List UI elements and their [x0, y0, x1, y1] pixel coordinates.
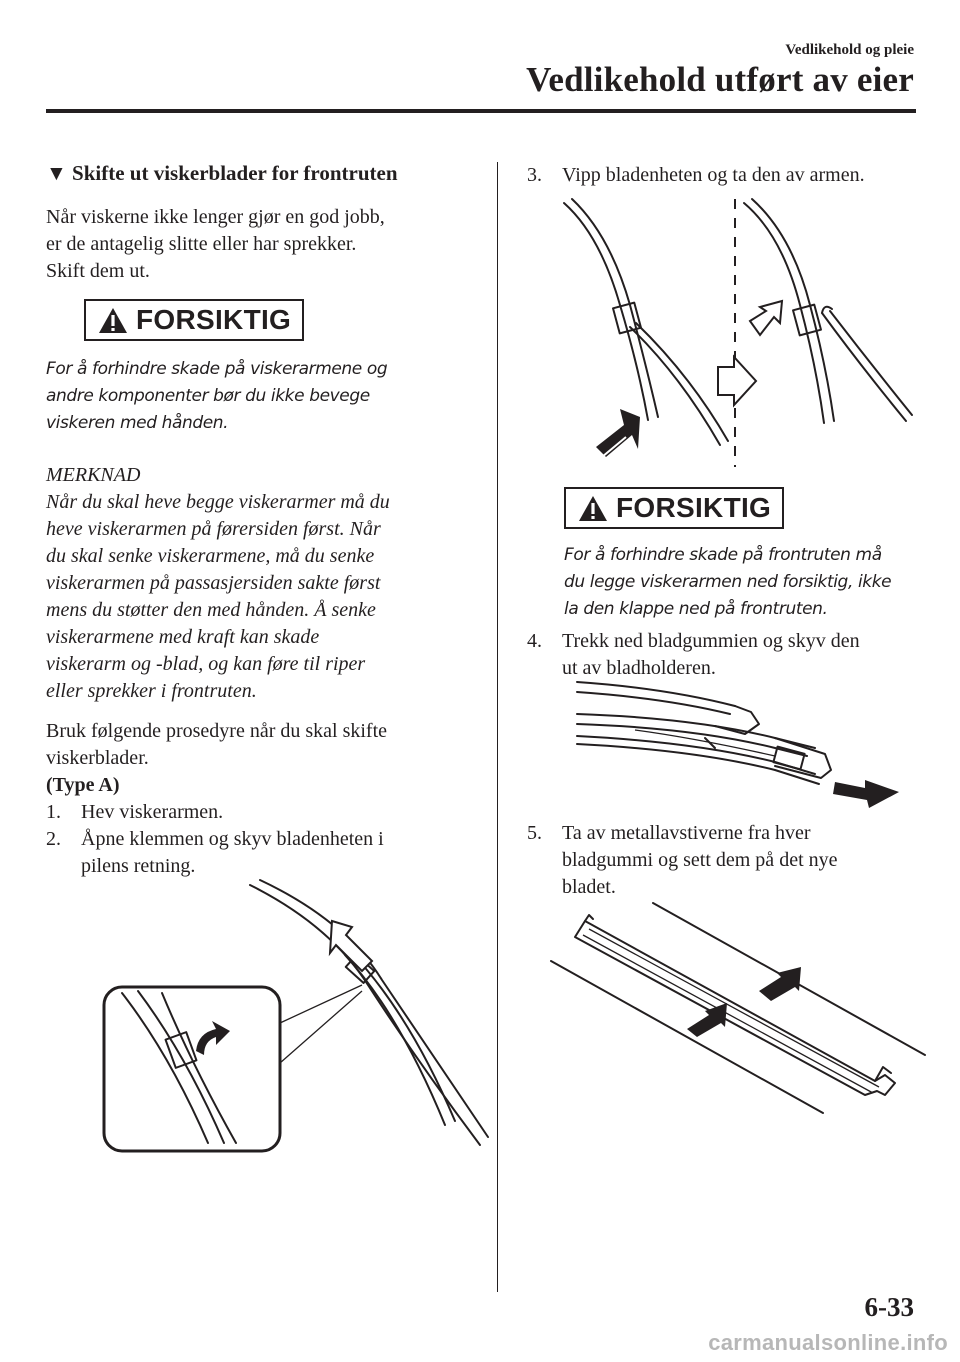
procedure-line: Bruk følgende prosedyre når du skal skifte: [46, 720, 388, 742]
type-label: (Type A): [46, 774, 120, 796]
warning-triangle-icon: [578, 495, 608, 522]
caution-label: FORSIKTIG: [616, 492, 772, 523]
watermark: carmanualsonline.info: [708, 1330, 948, 1355]
step-number: 2.: [46, 828, 61, 850]
step-4: [527, 628, 927, 682]
caution-line: la den klappe ned på frontruten.: [564, 599, 828, 619]
step-2: [46, 826, 486, 880]
caution-line: For å forhindre skade på frontruten må: [564, 545, 882, 565]
step-3: [527, 162, 927, 189]
chapter-title: Vedlikehold og pleie: [785, 42, 914, 58]
procedure-line: viskerblader.: [46, 747, 149, 769]
caution-line: viskeren med hånden.: [46, 413, 229, 433]
caution-label: FORSIKTIG: [136, 304, 292, 335]
note-line: heve viskerarmen på førersiden først. Når: [46, 518, 381, 540]
page-number: 6-33: [864, 1292, 914, 1322]
step-text: bladet.: [562, 876, 616, 898]
subsection-heading: [46, 160, 398, 187]
step-text: ut av bladholderen.: [562, 657, 716, 679]
note-line: viskerarmene med kraft kan skade: [46, 626, 320, 648]
intro-line: Skift dem ut.: [46, 260, 150, 282]
step-text: Trekk ned bladgummien og skyv den: [562, 630, 860, 652]
note-line: viskerarmen på passasjersiden sakte først: [46, 572, 381, 594]
note-line: mens du støtter den med hånden. Å senke: [46, 599, 376, 621]
caution-text-2: [564, 542, 891, 623]
heading-text: Skifte ut viskerblader for frontruten: [72, 161, 398, 185]
note-label: MERKNAD: [46, 464, 141, 486]
caution-label-box-2: [564, 487, 784, 529]
step-text: Vipp bladenheten og ta den av armen.: [562, 164, 865, 186]
step-text: bladgummi og sett dem på det nye: [562, 849, 838, 871]
step-text: Åpne klemmen og skyv bladenheten i: [81, 828, 384, 850]
warning-triangle-icon: [98, 307, 128, 334]
step-number: 3.: [527, 164, 542, 186]
caution-line: andre komponenter bør du ikke bevege: [46, 386, 370, 406]
intro-line: er de antagelig slitte eller har sprekker.: [46, 233, 357, 255]
step-1: [46, 799, 486, 826]
metal-stiffener-illustration: [545, 895, 930, 1125]
note-block: [46, 462, 390, 705]
note-line: Når du skal heve begge viskerarmer må du: [46, 491, 390, 513]
heading-marker: ▼: [46, 161, 67, 185]
step-5: [527, 820, 927, 901]
caution-line: For å forhindre skade på viskerarmene og: [46, 359, 388, 379]
step-number: 5.: [527, 822, 542, 844]
step-text: pilens retning.: [81, 855, 196, 877]
note-line: eller sprekker i frontruten.: [46, 680, 257, 702]
header-rule: [46, 109, 916, 113]
blade-removal-illustration: [560, 195, 920, 470]
step-text: Ta av metallavstiverne fra hver: [562, 822, 811, 844]
intro-paragraph: [46, 204, 385, 285]
column-divider: [497, 162, 498, 1292]
caution-text: [46, 356, 387, 437]
rubber-pull-illustration: [575, 678, 905, 808]
caution-line: du legge viskerarmen ned forsiktig, ikke: [564, 572, 892, 592]
clip-release-illustration: [100, 875, 490, 1155]
step-number: 1.: [46, 801, 61, 823]
step-number: 4.: [527, 630, 542, 652]
note-line: du skal senke viskerarmene, må du senke: [46, 545, 375, 567]
caution-label-box: [84, 299, 304, 341]
note-line: viskerarm og -blad, og kan føre til riper: [46, 653, 366, 675]
section-title: Vedlikehold utført av eier: [526, 60, 914, 99]
step-text: Hev viskerarmen.: [81, 801, 224, 823]
procedure-paragraph: [46, 718, 387, 772]
intro-line: Når viskerne ikke lenger gjør en god jobb,: [46, 206, 385, 228]
